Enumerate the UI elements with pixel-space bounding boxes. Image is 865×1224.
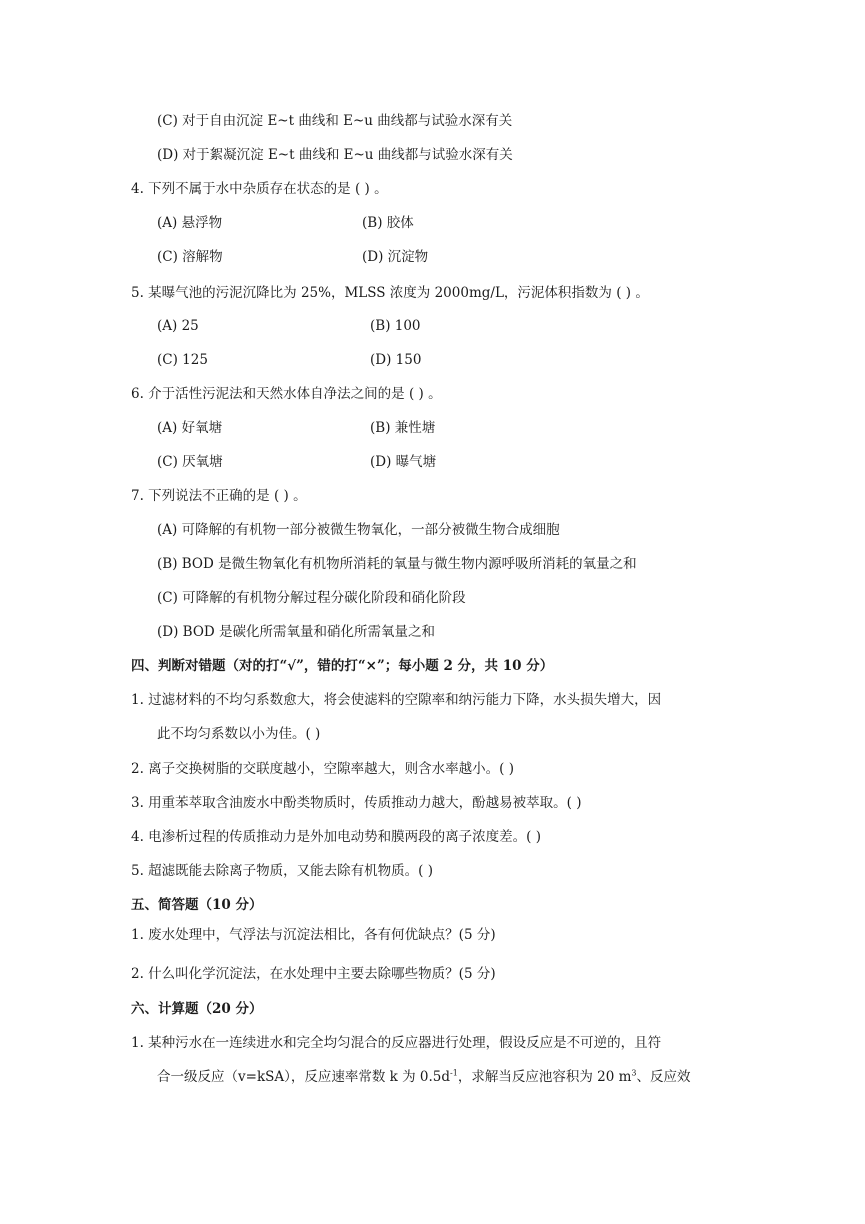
q6-option-d: (D) 曝气塘 <box>370 454 437 470</box>
section5-heading: 五、简答题（10 分） <box>131 897 263 913</box>
q7-option-d: (D) BOD 是碳化所需氧量和硝化所需氧量之和 <box>157 624 436 640</box>
q4-option-d: (D) 沉淀物 <box>362 249 429 265</box>
q3-option-d: (D) 对于絮凝沉淀 E~t 曲线和 E~u 曲线都与试验水深有关 <box>157 147 513 163</box>
section4-heading: 四、判断对错题（对的打“√”，错的打“×”；每小题 2 分，共 10 分） <box>131 658 554 674</box>
section6-unit-exponent: -1 <box>450 1068 458 1078</box>
q5-stem: 5. 某曝气池的污泥沉降比为 25%，MLSS 浓度为 2000mg/L，污泥体积指数为 ( ) 。 <box>131 285 649 301</box>
q6-stem: 6. 介于活性污泥法和天然水体自净法之间的是 ( ) 。 <box>131 386 442 402</box>
q4-stem: 4. 下列不属于水中杂质存在状态的是 ( ) 。 <box>131 181 388 197</box>
section6-volume-exponent: 3 <box>631 1068 637 1078</box>
section4-item-3: 3. 用重苯萃取含油废水中酚类物质时，传质推动力越大，酚越易被萃取。( ) <box>131 795 582 811</box>
section4-item-4: 4. 电渗析过程的传质推动力是外加电动势和膜两段的离子浓度差。( ) <box>131 829 541 845</box>
q7-option-c: (C) 可降解的有机物分解过程分碳化阶段和硝化阶段 <box>157 590 466 606</box>
section6-line2-part-c: 、反应效 <box>636 1069 691 1085</box>
q4-option-a: (A) 悬浮物 <box>157 215 223 231</box>
section6-item-1-cont <box>157 1067 691 1087</box>
section4-item-2: 2. 离子交换树脂的交联度越小，空隙率越大，则含水率越小。( ) <box>131 761 514 777</box>
section5-item-2: 2. 什么叫化学沉淀法，在水处理中主要去除哪些物质？(5 分) <box>131 966 496 982</box>
q6-option-b: (B) 兼性塘 <box>370 420 436 436</box>
q5-option-c: (C) 125 <box>157 352 208 368</box>
q4-option-b: (B) 胶体 <box>362 215 414 231</box>
section5-item-1: 1. 废水处理中，气浮法与沉淀法相比，各有何优缺点？(5 分) <box>131 927 496 943</box>
q5-option-a: (A) 25 <box>157 318 199 334</box>
section4-item-1-cont: 此不均匀系数以小为佳。( ) <box>157 726 321 742</box>
q3-option-c: (C) 对于自由沉淀 E~t 曲线和 E~u 曲线都与试验水深有关 <box>157 113 513 129</box>
section6-item-1: 1. 某种污水在一连续进水和完全均匀混合的反应器进行处理，假设反应是不可逆的，且符 <box>131 1035 662 1051</box>
q7-option-b: (B) BOD 是微生物氧化有机物所消耗的氧量与微生物内源呼吸所消耗的氧量之和 <box>157 556 637 572</box>
q5-option-b: (B) 100 <box>370 318 421 334</box>
section6-line2-part-b: ，求解当反应池容积为 20 m <box>457 1069 632 1085</box>
section6-line2-part-a: 合一级反应（v=kSA），反应速率常数 k 为 0.5d <box>157 1069 451 1085</box>
q7-option-a: (A) 可降解的有机物一部分被微生物氧化，一部分被微生物合成细胞 <box>157 522 560 538</box>
q4-option-c: (C) 溶解物 <box>157 249 223 265</box>
q5-option-d: (D) 150 <box>370 352 422 368</box>
q6-option-a: (A) 好氧塘 <box>157 420 223 436</box>
section4-item-1: 1. 过滤材料的不均匀系数愈大，将会使滤料的空隙率和纳污能力下降，水头损失增大，因 <box>131 692 662 708</box>
q7-stem: 7. 下列说法不正确的是 ( ) 。 <box>131 488 307 504</box>
q6-option-c: (C) 厌氧塘 <box>157 454 223 470</box>
section6-heading: 六、计算题（20 分） <box>131 1001 263 1017</box>
section4-item-5: 5. 超滤既能去除离子物质，又能去除有机物质。( ) <box>131 863 433 879</box>
